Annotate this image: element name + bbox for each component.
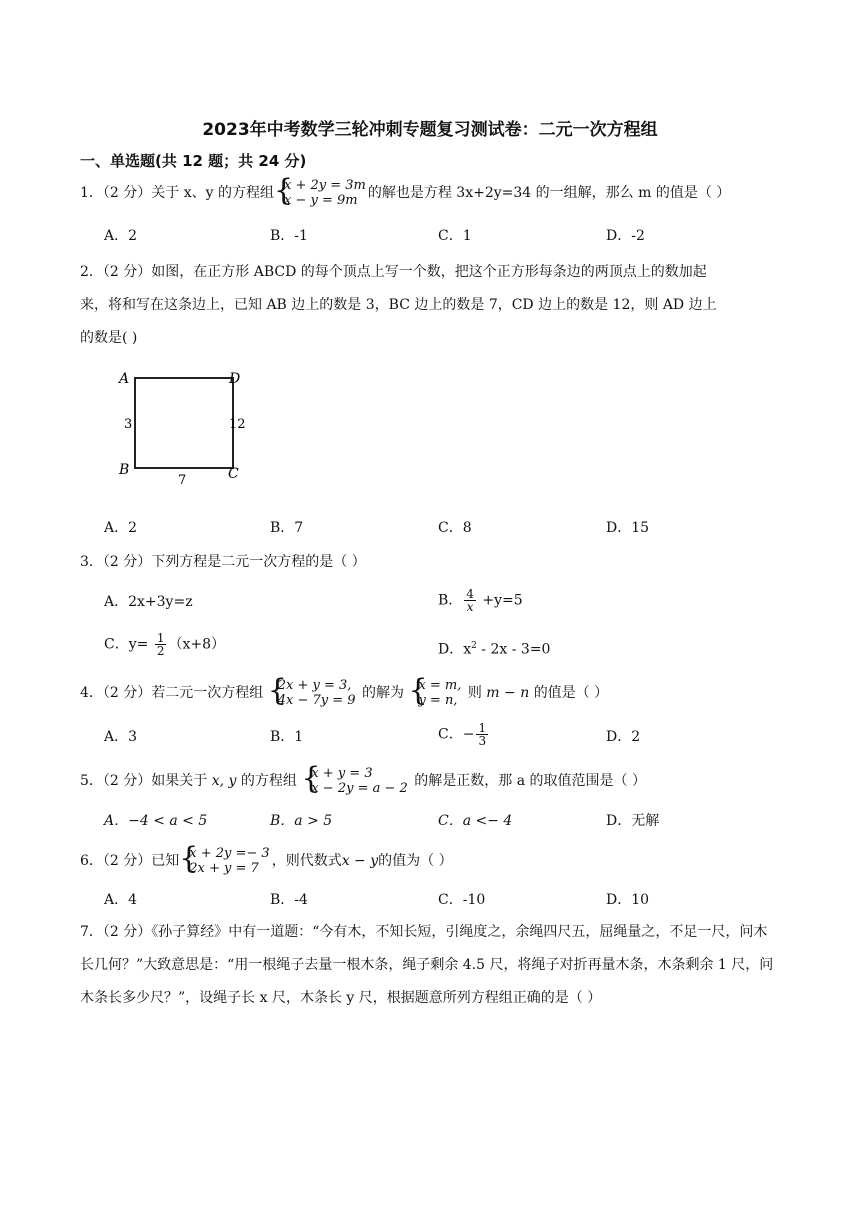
vertex-d-label: D — [229, 371, 241, 387]
expression: x − y — [341, 853, 379, 869]
option-label: C．y= — [104, 636, 153, 653]
equation-system: { x + 2y =− 3 2x + y = 7 — [179, 841, 270, 876]
page-title: 2023年中考数学三轮冲刺专题复习测试卷：二元一次方程组 — [202, 120, 658, 140]
option-text: ‑ 2x ‑ 3=0 — [476, 641, 551, 658]
question-2-line-3: 的数是( ) — [80, 330, 138, 346]
question-4-suffix: 的值是（ ） — [533, 685, 609, 701]
fraction-denominator: x — [466, 600, 474, 614]
question-4-prefix: 4．（2 分）若二元一次方程组 — [80, 685, 264, 701]
minus-sign: − — [462, 726, 475, 743]
equation-line: x + y = 3 — [311, 766, 373, 781]
vertex-a-label: A — [119, 371, 130, 387]
question-6-suffix: 的值为（ ） — [378, 853, 453, 869]
option-label: C． — [438, 726, 463, 743]
fraction — [464, 588, 476, 613]
q4-option-a: A．3 — [104, 729, 138, 745]
q3-option-a: A．2x+3y=z — [104, 594, 193, 610]
question-5-prefix: 5．（2 分）如果关于 — [80, 773, 208, 789]
option-text: +y=5 — [477, 592, 523, 609]
edge-ab-value: 3 — [124, 417, 133, 432]
equation-line: x + 2y =− 3 — [189, 846, 270, 861]
question-5-middle: 的方程组 — [240, 773, 297, 789]
equation-line: 2x + y = 7 — [189, 861, 259, 876]
q3-option-d — [438, 636, 550, 660]
question-1-prefix: 1．（2 分）关于 x、y 的方程组 — [80, 185, 274, 201]
question-7-text: 7．（2 分）《孙子算经》中有一道题：“今有木，不知长短，引绳度之，余绳四尺五，屈绳量之，不足一尺，问木长几何？”大致意思是：“用一根绳子去量一根木条，绳子剩余 4.5 尺，将绳子对折再量木条，木条剩余 1 尺，问木条长多少尺？”，设绳子长 x 尺，木条长 y 尺，根据题意所列方程组正确的是（ ） — [80, 924, 774, 1006]
edge-cd-value: 12 — [229, 417, 246, 432]
square-shape — [135, 378, 233, 468]
q4-option-b: B．1 — [270, 729, 304, 745]
q2-option-b: B．7 — [270, 520, 304, 536]
q5-option-b: B．a > 5 — [270, 813, 333, 829]
equation-line: y = n, — [418, 693, 458, 708]
question-1-suffix: 的解也是方程 3x+2y=34 的一组解，那么 m 的值是（ ） — [367, 185, 731, 201]
option-label: B． — [438, 592, 463, 609]
vertex-c-label: C — [228, 466, 239, 482]
equation-line: 2x + y = 3, — [277, 678, 352, 693]
question-6-middle: ，则代数式 — [271, 853, 342, 869]
q4-option-c — [438, 722, 490, 747]
fraction-denominator: 2 — [156, 644, 165, 658]
fraction-numerator: 1 — [156, 631, 165, 645]
q1-option-c: C．1 — [438, 228, 472, 244]
equation-line: x − 2y = a − 2 — [311, 781, 408, 796]
q1-option-a: A．2 — [104, 228, 138, 244]
question-5 — [80, 761, 780, 796]
fraction-numerator: 4 — [466, 587, 474, 601]
option-label: D．x — [438, 641, 472, 658]
fraction-denominator: 3 — [478, 734, 487, 748]
q1-option-d: D．-2 — [606, 228, 645, 244]
question-6-prefix: 6．（2 分）已知 — [80, 853, 180, 869]
equation-system: { x + 2y = 3m x − y = 9m — [273, 173, 366, 208]
equation-line: x + 2y = 3m — [283, 178, 366, 193]
question-1 — [80, 173, 780, 208]
option-text: （x+8） — [168, 636, 225, 653]
fraction — [155, 632, 167, 657]
q1-option-b: B．-1 — [270, 228, 308, 244]
question-4-middle: 的解为 — [361, 685, 404, 701]
fraction — [476, 722, 488, 747]
q5-option-d: D．无解 — [606, 813, 660, 829]
q5-option-a: A．−4 < a < 5 — [104, 813, 208, 829]
q6-option-a: A．4 — [104, 892, 138, 908]
q3-option-b — [438, 588, 523, 613]
question-6 — [80, 841, 780, 876]
square-figure — [112, 364, 252, 494]
q5-option-c: C．a <− 4 — [438, 813, 513, 829]
question-2-line-1: 2．（2 分）如图，在正方形 ABCD 的每个顶点上写一个数，把这个正方形每条边的两顶点上的数加起 — [80, 264, 707, 280]
vertex-b-label: B — [119, 462, 130, 478]
equation-line: x = m, — [418, 678, 462, 693]
edge-bc-value: 7 — [178, 473, 187, 488]
equation-system: { x + y = 3 x − 2y = a − 2 — [301, 761, 408, 796]
question-4 — [80, 673, 780, 708]
equation-line: 4x − 7y = 9 — [277, 693, 356, 708]
equation-system: { 2x + y = 3, 4x − 7y = 9 — [267, 673, 356, 708]
question-7 — [80, 916, 780, 1015]
section-heading: 一、单选题(共 12 题；共 24 分) — [80, 152, 307, 170]
q6-option-d: D．10 — [606, 892, 650, 908]
question-2-line-2: 来，将和写在这条边上，已知 AB 边上的数是 3，BC 边上的数是 7，CD 边上的数是 12，则 AD 边上 — [80, 297, 717, 313]
solution-system: { x = m, y = n, — [408, 673, 462, 708]
question-4-then: 则 — [467, 685, 482, 701]
variables: x, y — [211, 773, 237, 789]
question-3: 3．（2 分）下列方程是二元一次方程的是（ ） — [80, 554, 366, 570]
q6-option-b: B．-4 — [270, 892, 308, 908]
q4-option-d: D．2 — [606, 729, 641, 745]
q2-option-c: C．8 — [438, 520, 472, 536]
q3-option-c — [104, 632, 225, 657]
fraction-numerator: 1 — [478, 721, 487, 735]
equation-line: x − y = 9m — [283, 193, 358, 208]
expression: m − n — [486, 685, 530, 701]
exponent: 2 — [471, 641, 477, 651]
q2-option-a: A．2 — [104, 520, 138, 536]
q6-option-c: C．-10 — [438, 892, 486, 908]
q2-option-d: D．15 — [606, 520, 650, 536]
question-5-suffix: 的解是正数，那 a 的取值范围是（ ） — [414, 773, 646, 789]
